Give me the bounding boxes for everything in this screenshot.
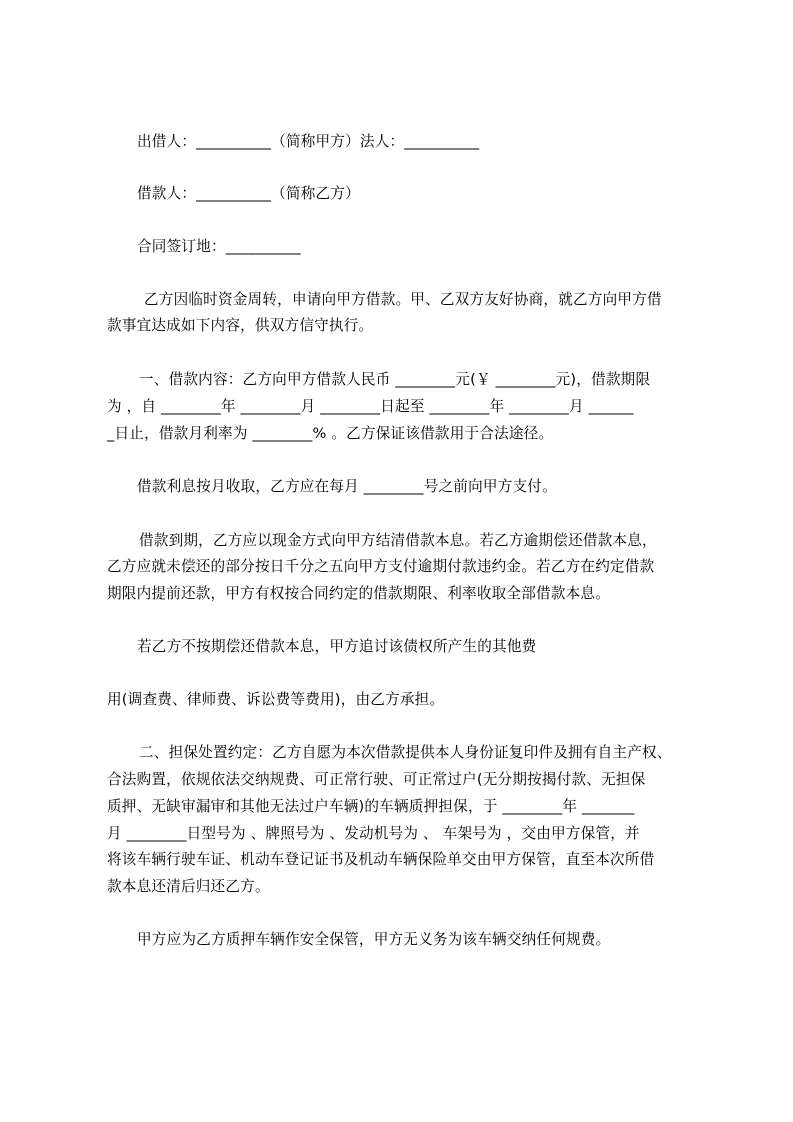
borrower-line: 借款人：__________（简称乙方） [137,185,360,202]
maturity-line-2: 乙方应就未偿还的部分按日千分之五向甲方支付逾期付款违约金。若乙方在约定借款 [107,558,655,575]
guarantee-line-2: 合法购置，依规依法交纳规费、可正常行驶、可正常过户(无分期按揭付款、无担保 [107,771,646,788]
custody-line: 甲方应为乙方质押车辆作安全保管，甲方无义务为该车辆交纳任何规费。 [137,931,611,948]
collection-cost-line-2: 用(调查费、律师费、诉讼费等费用)，由乙方承担。 [107,691,445,708]
loan-content-line-1: 一、借款内容：乙方向甲方借款人民币 ________元(￥ ________元)，借款期限 [139,371,651,388]
signing-place-line: 合同签订地：__________ [137,238,301,255]
guarantee-line-6: 款本息还清后归还乙方。 [107,878,270,895]
collection-cost-line-1: 若乙方不按期偿还借款本息，甲方追讨该债权所产生的其他费 [137,638,537,655]
loan-content-line-3: _日止，借款月利率为 ________% 。乙方保证该借款用于合法途径。 [107,425,554,442]
guarantee-line-1: 二、担保处置约定：乙方自愿为本次借款提供本人身份证复印件及拥有自主产权、 [139,744,672,761]
lender-line: 出借人：__________（简称甲方）法人：__________ [137,133,480,150]
guarantee-line-3: 质押、无缺审漏审和其他无法过户车辆)的车辆质押担保，于 ________年 _______ [107,798,635,815]
maturity-line-1: 借款到期，乙方应以现金方式向甲方结清借款本息。若乙方逾期偿还借款本息， [139,532,657,549]
intro-line-1: 乙方因临时资金周转，申请向甲方借款。甲、乙双方友好协商，就乙方向甲方借 [144,291,662,308]
guarantee-line-5: 将该车辆行驶车证、机动车登记证书及机动车辆保险单交由甲方保管，直至本次所借 [107,851,655,868]
maturity-line-3: 期限内提前还款，甲方有权按合同约定的借款期限、利率收取全部借款本息。 [107,585,610,602]
interest-line: 借款利息按月收取，乙方应在每月 ________号之前向甲方支付。 [137,478,557,495]
loan-content-line-2: 为 ，自 ________年 ________月 ________日起至 ________年 ________月 ______ [107,398,634,415]
guarantee-line-4: 月 ________日型号为 、牌照号为 、发动机号为 、 车架号为 ，交由甲方保管，并 [107,825,640,842]
intro-line-2: 款事宜达成如下内容，供双方信守执行。 [107,317,374,334]
